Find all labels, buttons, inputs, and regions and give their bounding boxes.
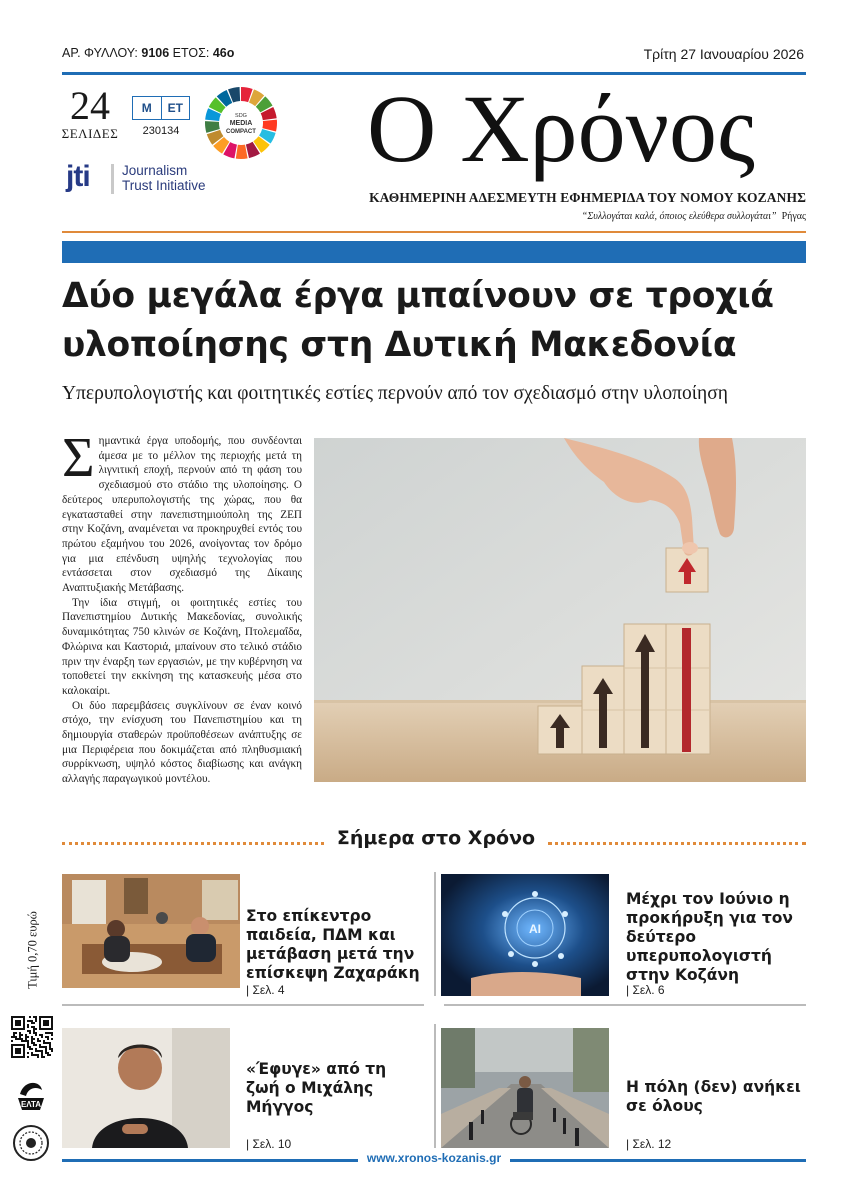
teaser-page-1: | Σελ. 4 [246, 983, 285, 997]
teaser-photo-portrait[interactable] [62, 1028, 230, 1148]
teaser-title-1[interactable]: Στο επίκεντρο παιδεία, ΠΔΜ και μετάβαση μετά την επίσκεψη Ζαχαράκη [246, 907, 420, 982]
lead-paragraph-3: Οι δύο παρεμβάσεις συγκλίνουν σε έναν κοινό στόχο, την ενίσχυση του Πανεπιστημίου και τη δημιουργία σταθερών προϋποθέσεων ανάπτυξης σε μια Περιφέρεια που δοκιμάζεται από πληθυσμιακή συρρίκνωση, υψηλό κόστος διαβίωσης και ανάγκη αλλαγής παραγωγικού μοντέλου. [62, 699, 302, 786]
teaser-title-4[interactable]: Η πόλη (δεν) ανήκει σε όλους [626, 1078, 801, 1115]
met-registry-badge [132, 96, 190, 120]
sdg-text-3: COMPACT [226, 129, 256, 135]
section-divider-left [62, 842, 324, 845]
sdg-text-1: SDG [235, 113, 247, 119]
blue-band [62, 241, 806, 263]
issue-number: 9106 [141, 46, 170, 60]
footer-website-link[interactable]: www.xronos-kozanis.gr [366, 1151, 502, 1165]
teaser-page-3: | Σελ. 10 [246, 1137, 292, 1151]
teaser-title-2[interactable]: Μέχρι τον Ιούνιο η προκήρυξη για τον δεύτερο υπερυπολογιστή στην Κοζάνη [626, 890, 793, 984]
lead-subheadline: Υπερυπολογιστής και φοιτητικές εστίες περνούν από τον σχεδιασμό στην υλοποίηση [62, 383, 728, 404]
pages-label: ΣΕΛΙΔΕΣ [61, 126, 119, 141]
issue-date: Τρίτη 27 Ιανουαρίου 2026 [643, 46, 804, 62]
year-number: 46ο [212, 46, 235, 60]
price-label [18, 900, 48, 1000]
motto-quote: “Συλλογάται καλά, όποιος ελεύθερα συλλογάται” [581, 211, 777, 222]
footer-rule-right [510, 1159, 806, 1162]
jti-mark: jti [66, 160, 90, 193]
issue-prefix: ΑΡ. ΦΥΛΛΟΥ: [62, 46, 138, 60]
section-title: Σήμερα στο Χρόνο [336, 827, 536, 849]
price-text: Τιμή 0,70 ευρώ [25, 911, 40, 989]
teaser-separator-vertical-bottom [434, 1024, 436, 1148]
tagline: ΚΑΘΗΜΕΡΙΝΗ ΑΔΕΣΜΕΥΤΗ ΕΦΗΜΕΡΙΔΑ ΤΟΥ ΝΟΜΟΥ ΚΟΖΑΝΗΣ [369, 190, 806, 205]
qr-code-icon[interactable] [11, 1016, 53, 1058]
teaser-separator-right [444, 1004, 806, 1006]
teaser-page-4: | Σελ. 12 [626, 1137, 672, 1151]
met-right: ΕΤ [161, 97, 190, 119]
teaser-separator-vertical-top [434, 872, 436, 996]
motto [300, 211, 806, 222]
sdg-media-compact-logo [204, 86, 278, 160]
teaser-photo-meeting[interactable] [62, 874, 240, 988]
section-divider-right [548, 842, 806, 845]
lead-paragraph-1: ημαντικά έργα υποδομής, που συνδέονται άμεσα με το μέλλον της περιοχής μετά τη λιγνιτική εποχή, περνούν από τη φάση του σχεδιασμού στο στάδιο της υλοποίησης. Ο δεύτερος υπερυπολογιστής της χώρας, που θα εγκατασταθεί στην πανεπιστημιούπολη της ΖΕΠ στην Κοζάνη, αναμένεται να προκηρυχθεί εντός του πρώτου εξαμήνου του 2026, ανοίγοντας τον δρόμο για μια επένδυση υψηλής τεχνολογίας που εντάσσεται στον σχεδιασμό της Δίκαιης Αναπτυξιακής Μετάβασης. [62, 435, 302, 595]
lead-photo-wooden-blocks-arrows[interactable] [314, 438, 806, 782]
met-left: Μ [141, 101, 152, 115]
jti-line-2: Trust Initiative [122, 178, 206, 193]
footer-rule-left [62, 1159, 358, 1162]
newspaper-title: Ο Χρόνος [367, 75, 755, 182]
pages-count: 24 [70, 83, 110, 128]
lead-article-body [62, 427, 302, 787]
year-prefix: ΕΤΟΣ: [172, 46, 210, 60]
lead-paragraph-2: Την ίδια στιγμή, οι φοιτητικές εστίες του Πανεπιστημίου Δυτικής Μακεδονίας, συνολικής δυναμικότητας 750 κλινών σε Κοζάνη, Πτολεμαΐδα, Φλώρινα και Καστοριά, μπαίνουν στο τελικό στάδιο πριν την έναρξη των εργασιών, με την κυβέρνηση να τοποθετεί την εκκίνηση της κατασκευής μέσα στο καλοκαίρι. [62, 596, 302, 697]
postage-stamp-icon [12, 1124, 50, 1162]
motto-author: Ρήγας [781, 211, 806, 222]
met-number: 230134 [142, 125, 180, 137]
teaser-photo-ai-network[interactable] [441, 874, 609, 996]
sdg-text-2: MEDIA [229, 120, 253, 127]
teaser-page-2: | Σελ. 6 [626, 983, 665, 997]
orange-rule [62, 231, 806, 233]
teaser-photo-street[interactable] [441, 1028, 609, 1148]
jti-line-1: Journalism [122, 163, 188, 178]
teaser-title-3[interactable]: «Έφυγε» από τη ζωή ο Μιχάλης Μήγγος [246, 1060, 387, 1116]
elta-logo [14, 1076, 48, 1116]
svg-text:AI: AI [529, 922, 541, 936]
teaser-separator-left [62, 1004, 424, 1006]
drop-cap: Σ [62, 427, 95, 489]
issue-info [62, 46, 234, 60]
jti-divider [111, 164, 114, 194]
elta-text: ΕΛΤΑ [20, 1100, 42, 1109]
lead-headline[interactable]: Δύο μεγάλα έργα μπαίνουν σε τροχιά υλοποίησης στη Δυτική Μακεδονία [62, 276, 774, 365]
